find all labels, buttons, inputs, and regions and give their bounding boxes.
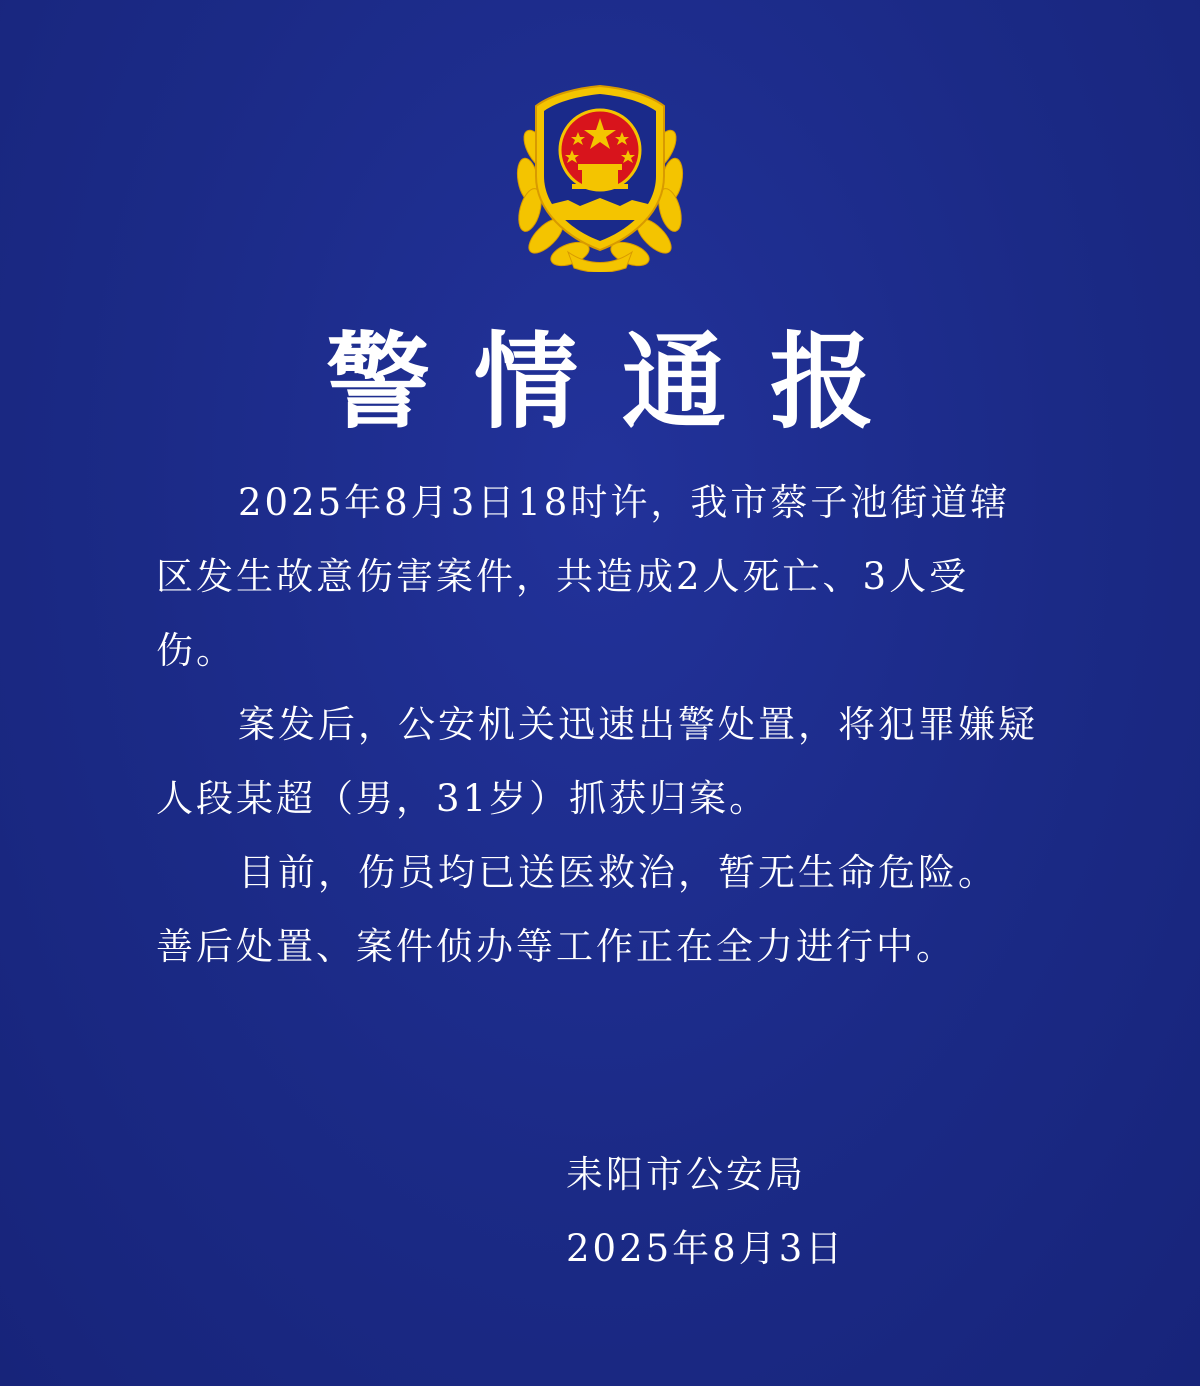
- notice-body: [156, 466, 1048, 984]
- paragraph: 2025年8月3日18时许，我市蔡子池街道辖区发生故意伤害案件，共造成2人死亡、3人受伤。: [156, 481, 1011, 672]
- notice-title: 警情通报: [325, 321, 918, 443]
- paragraph: 目前，伤员均已送医救治，暂无生命危险。: [238, 851, 998, 894]
- issue-date: 2025年8月3日: [566, 1227, 846, 1270]
- police-emblem-icon: [508, 80, 692, 272]
- issuer-name: 耒阳市公安局: [566, 1153, 806, 1196]
- paragraph: 案发后，公安机关迅速出警处置，将犯罪嫌疑人段某超（男，31岁）抓获归案。: [156, 703, 1038, 820]
- paragraph: 善后处置、案件侦办等工作正在全力进行中。: [156, 925, 956, 968]
- signature-block: [566, 1138, 966, 1286]
